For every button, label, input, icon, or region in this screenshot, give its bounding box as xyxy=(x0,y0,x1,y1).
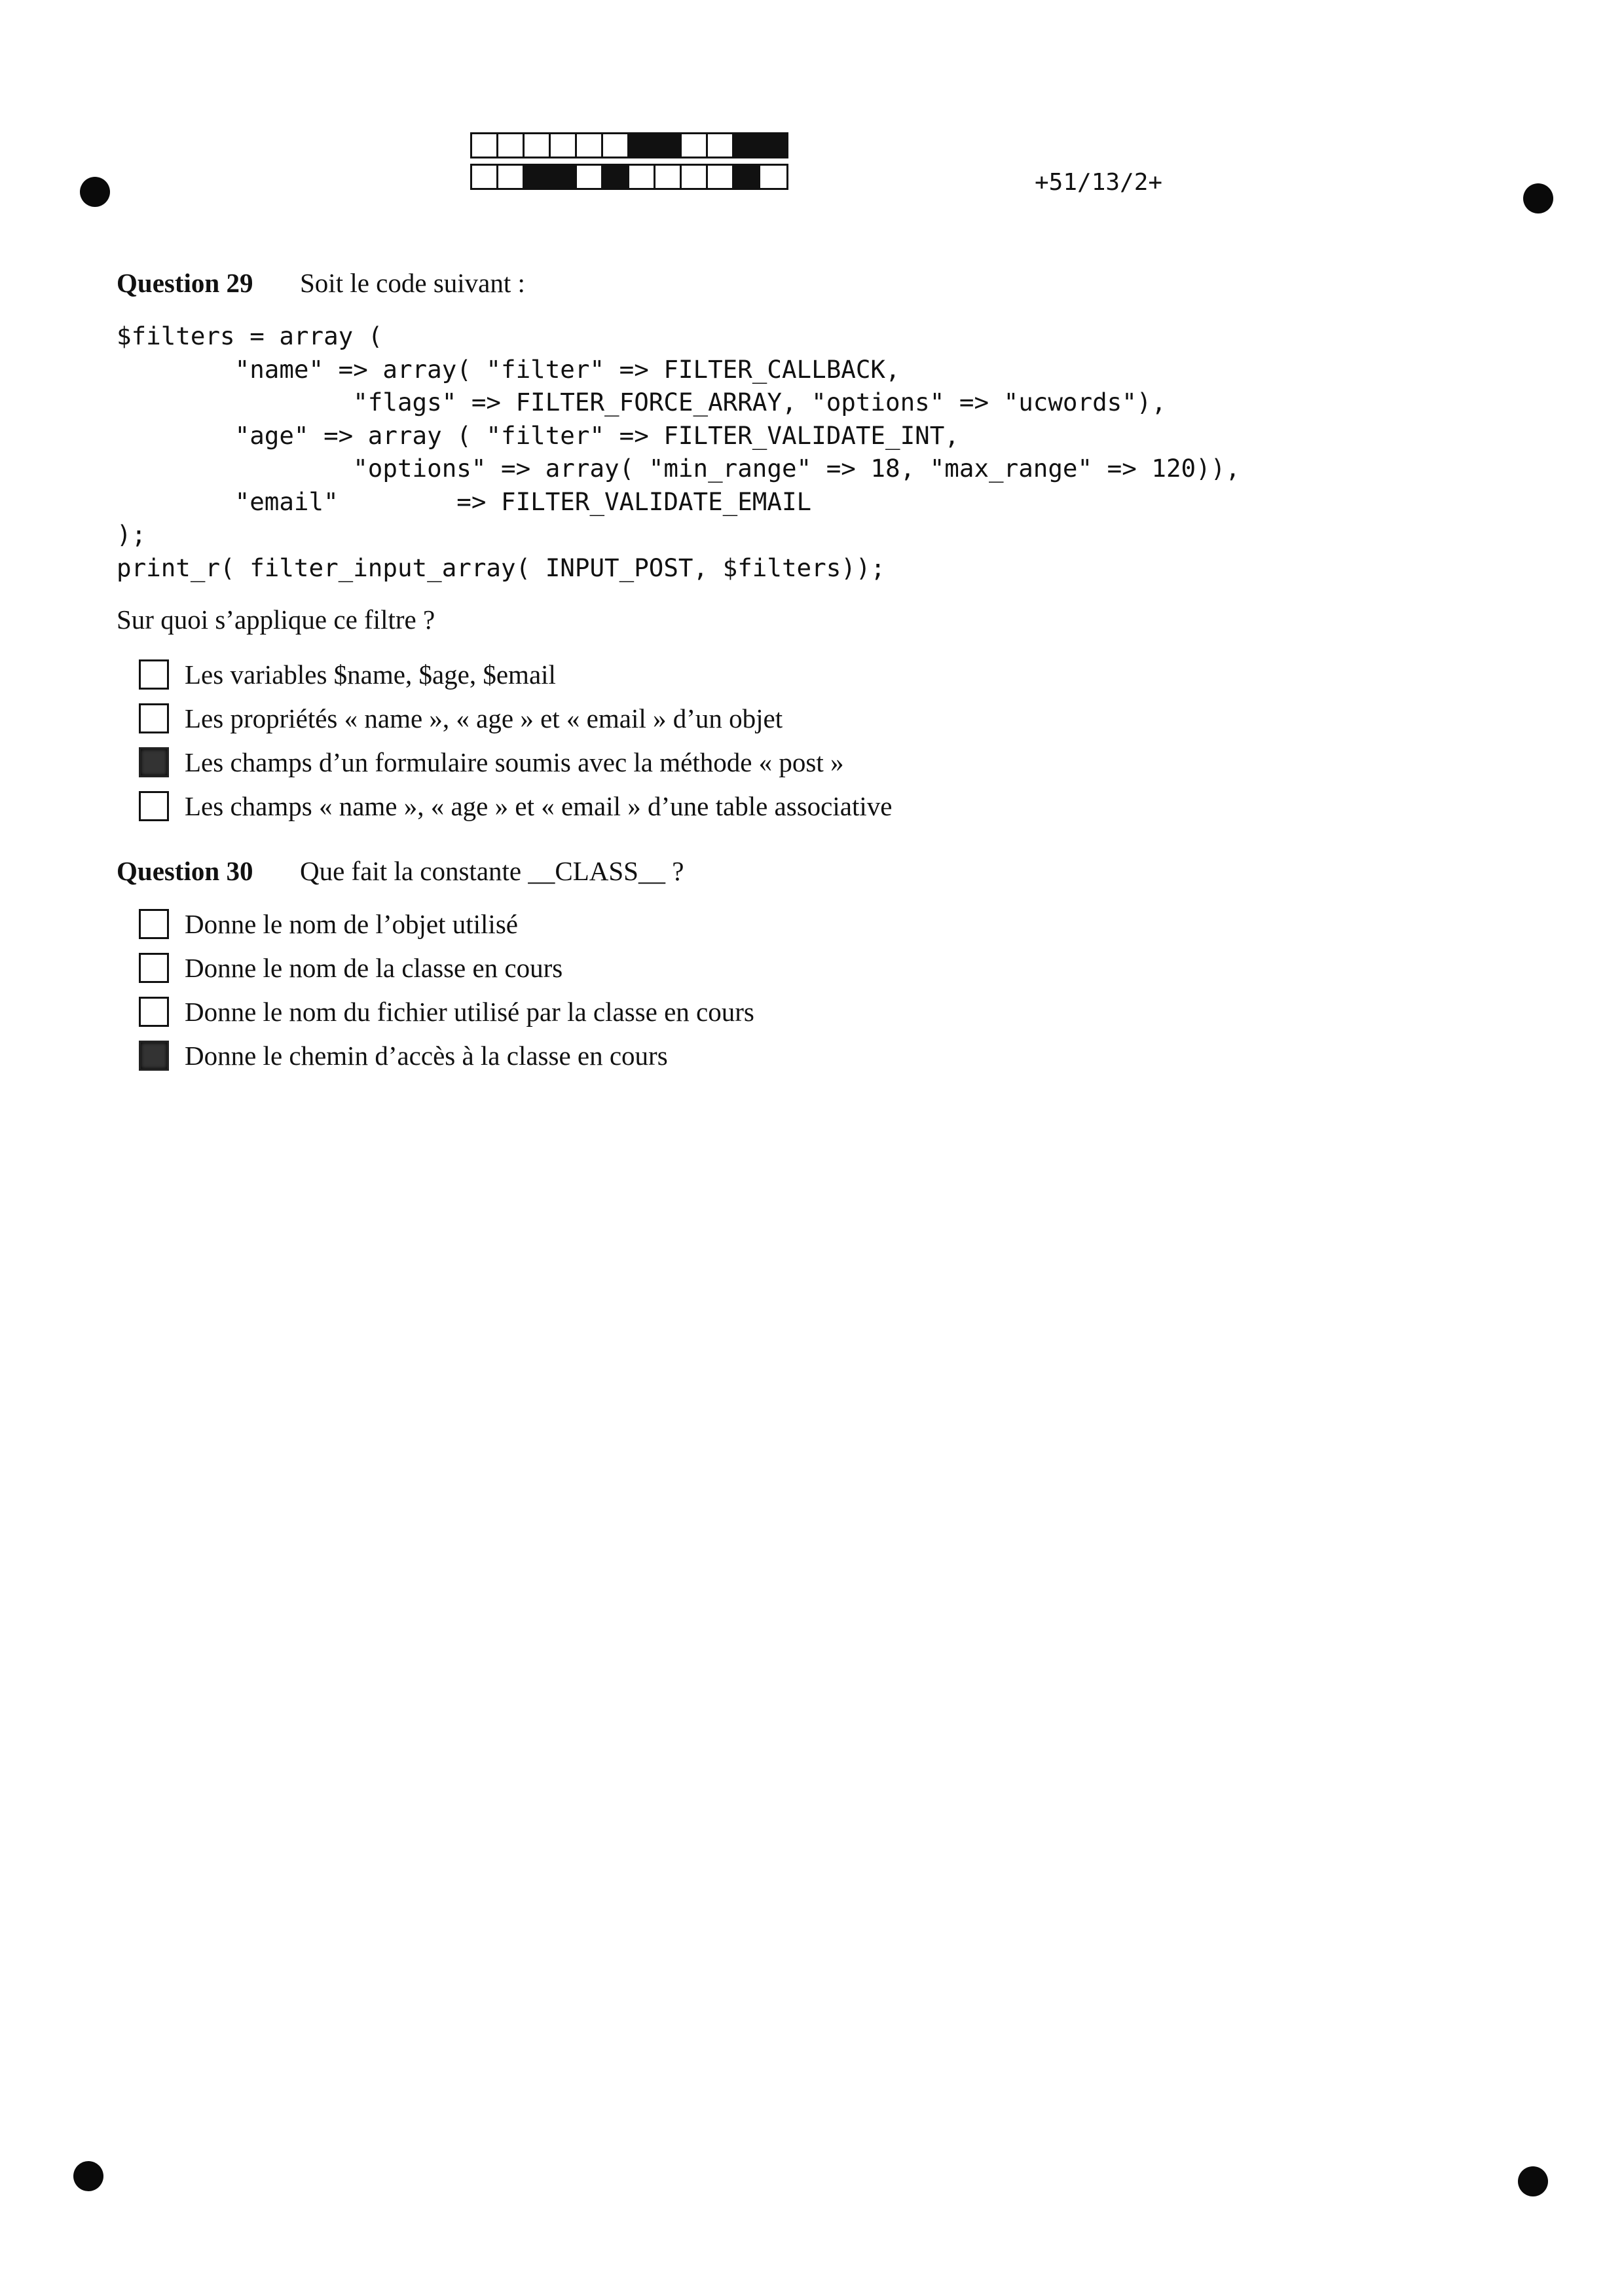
question-30-answers xyxy=(139,902,754,1077)
question-29-header xyxy=(117,267,525,299)
code-line: "name" => array( "filter" => FILTER_CALLBACK, xyxy=(117,354,900,384)
answer-label: Donne le chemin d’accès à la classe en cours xyxy=(185,1040,668,1071)
barcode-cell xyxy=(760,166,786,188)
answer-option[interactable] xyxy=(139,1033,754,1077)
answer-label: Les champs « name », « age » et « email » d’une table associative xyxy=(185,790,893,821)
answer-option[interactable] xyxy=(139,946,754,990)
code-line: $filters = array ( xyxy=(117,322,383,350)
barcode-cell xyxy=(682,166,708,188)
barcode-cell xyxy=(525,134,551,157)
barcode-cell xyxy=(472,166,498,188)
barcode-cell xyxy=(603,166,629,188)
barcode-cell xyxy=(655,166,682,188)
code-line: "options" => array( "min_range" => 18, "max_range" => 120)), xyxy=(117,454,1240,483)
barcode-cell xyxy=(708,166,734,188)
question-text: Soit le code suivant : xyxy=(300,268,525,298)
answer-option[interactable] xyxy=(139,784,892,828)
checkbox[interactable] xyxy=(139,791,169,821)
code-line: ); xyxy=(117,520,147,549)
barcode-cell xyxy=(498,166,525,188)
code-line: "flags" => FILTER_FORCE_ARRAY, "options" => "ucwords"), xyxy=(117,388,1166,417)
question-number: Question 30 xyxy=(117,856,253,886)
answer-label: Les propriétés « name », « age » et « email » d’un objet xyxy=(185,703,783,733)
answer-label: Les champs d’un formulaire soumis avec la méthode « post » xyxy=(185,747,844,777)
barcode-cell xyxy=(760,134,786,157)
barcode-cell xyxy=(682,134,708,157)
code-line: "email" => FILTER_VALIDATE_EMAIL xyxy=(117,487,812,516)
registration-mark-bottom-left xyxy=(73,2161,103,2191)
answer-option[interactable] xyxy=(139,740,892,784)
barcode-cell xyxy=(472,134,498,157)
barcode-cell xyxy=(603,134,629,157)
registration-mark-bottom-right xyxy=(1518,2166,1548,2196)
answer-option[interactable] xyxy=(139,902,754,946)
code-block xyxy=(117,320,1240,584)
answer-label: Donne le nom de la classe en cours xyxy=(185,952,563,983)
barcode-top-row xyxy=(470,132,788,158)
answer-label: Les variables $name, $age, $email xyxy=(185,659,556,690)
barcode-cell xyxy=(734,166,760,188)
answer-option[interactable] xyxy=(139,696,892,740)
answer-option[interactable] xyxy=(139,990,754,1033)
checkbox[interactable] xyxy=(139,703,169,733)
barcode-cell xyxy=(551,166,577,188)
answer-option[interactable] xyxy=(139,652,892,696)
checked-checkbox[interactable] xyxy=(139,1041,169,1071)
question-29-answers xyxy=(139,652,892,828)
barcode-bottom-row xyxy=(470,164,788,190)
checkbox[interactable] xyxy=(139,659,169,690)
question-number: Question 29 xyxy=(117,268,253,298)
answer-label: Donne le nom du fichier utilisé par la classe en cours xyxy=(185,996,754,1027)
answer-label: Donne le nom de l’objet utilisé xyxy=(185,908,518,939)
barcode-cell xyxy=(551,134,577,157)
question-30-header xyxy=(117,855,684,887)
registration-mark-top-right xyxy=(1523,183,1553,213)
question-29-prompt: Sur quoi s’applique ce filtre ? xyxy=(117,604,435,635)
checkbox[interactable] xyxy=(139,997,169,1027)
code-line: "age" => array ( "filter" => FILTER_VALIDATE_INT, xyxy=(117,420,959,450)
checkbox[interactable] xyxy=(139,909,169,939)
barcode-cell xyxy=(577,134,603,157)
barcode-cell xyxy=(629,134,655,157)
checkbox[interactable] xyxy=(139,953,169,983)
barcode-cell xyxy=(577,166,603,188)
question-text: Que fait la constante __CLASS__ ? xyxy=(300,856,684,886)
barcode-cell xyxy=(655,134,682,157)
page-id: +51/13/2+ xyxy=(1035,169,1163,196)
barcode-cell xyxy=(498,134,525,157)
code-line: print_r( filter_input_array( INPUT_POST, $filters)); xyxy=(117,553,885,582)
barcode-cell xyxy=(708,134,734,157)
checked-checkbox[interactable] xyxy=(139,747,169,777)
barcode-cell xyxy=(629,166,655,188)
registration-mark-top-left xyxy=(80,177,110,207)
barcode-cell xyxy=(734,134,760,157)
barcode-cell xyxy=(525,166,551,188)
